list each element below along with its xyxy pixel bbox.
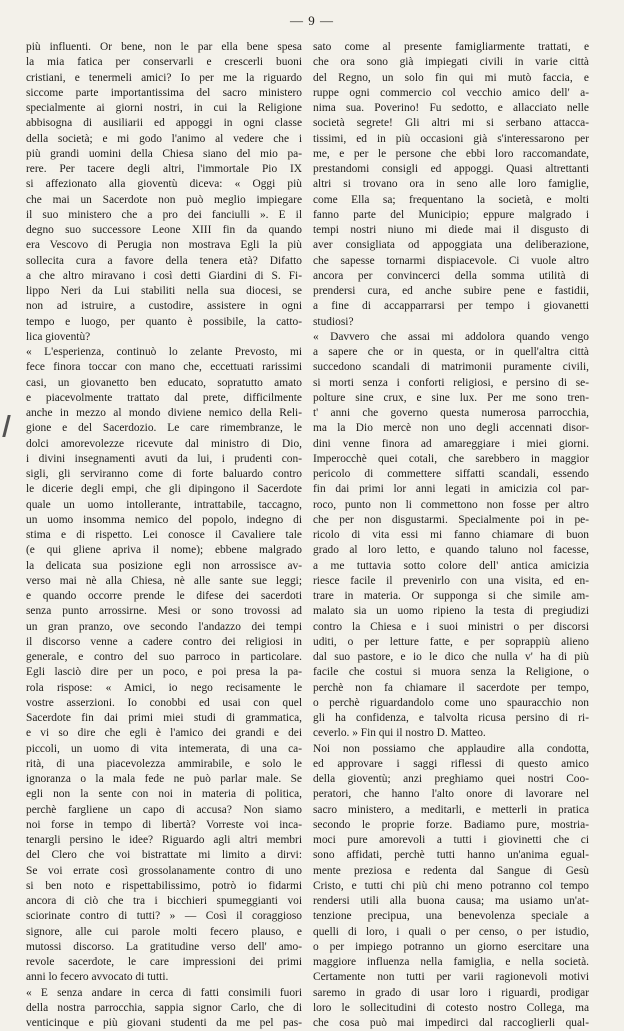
text-line: rità, di una piacevolezza ammirabile, e solo le xyxy=(26,757,302,770)
text-line: Imperocchè quei cotali, che sarebbero in maggior xyxy=(313,452,589,465)
text-line: ancora per convincerci della somma utilità di xyxy=(313,269,589,282)
text-line: secondo le proprie forze. Badiamo pure, mostria- xyxy=(313,818,589,831)
text-line: un uomo insomma nemico del popolo, indegno di xyxy=(26,513,302,526)
text-line: roco, punto non li commettono non fosse per altro xyxy=(313,498,589,511)
text-line: maggiore influenza nella famiglia, e nella società. xyxy=(313,956,589,968)
text-line: tenzione precipua, una benevolenza speciale a xyxy=(313,910,589,923)
text-line: facile che costui si muora senza la Religione, o xyxy=(313,666,589,679)
text-line: contro la Chiesa e i suoi ministri o per discorsi xyxy=(313,620,589,633)
text-line: e piacevolmente trattato dal prete, difficilmente xyxy=(26,391,302,404)
text-line: o per impiego potranno un giorno esercitare una xyxy=(313,940,589,953)
text-line: a fine di accapparrarsi per tempo i giovanetti xyxy=(313,300,589,313)
text-line: gli ha confidenza, e talvolta ricusa persino di ri- xyxy=(313,712,589,724)
text-line: specialmente ai giorni nostri, in cui la Religione xyxy=(26,102,302,114)
margin-ink-mark xyxy=(2,415,20,437)
text-line: del Regno, un solo fin qui mi mutò faccia, e xyxy=(313,71,589,84)
text-line: Noi non possiamo che applaudire alla condotta, xyxy=(313,742,589,755)
text-line: mente preziosa e redenta dal Sangue di Gesù xyxy=(313,864,589,877)
text-line: peratori, che hanno l'alto onore di lavorare nel xyxy=(313,788,589,801)
text-line: tissimi, ed in più occasioni già s'interessarono per xyxy=(313,132,589,145)
text-line: che per non disgustarmi. Specialmente poi in pe- xyxy=(313,513,589,526)
text-line: succedono scandali di matrimonii puramente civili, xyxy=(313,361,589,374)
text-line: nima sua. Poverino! Fu sedotto, e allacciato nelle xyxy=(313,102,589,114)
text-line: Egli lasciò dire per un poco, e poi presa la pa- xyxy=(26,666,302,679)
text-line: « E senza andare in cerca di fatti consimili fuori xyxy=(26,986,302,999)
text-line: che sapesse tornarmi dispiacevole. Ci vuole altro xyxy=(313,254,589,267)
text-line: che ora sono già impiegati civili in varie città xyxy=(313,56,589,69)
text-line: Sacerdote fin dai primi miei studi di grammatica, xyxy=(26,712,302,724)
text-line: il suo ministero che a pro dei fanciulli ». E il xyxy=(26,208,302,221)
text-line: abbisogna di ausiliarii ed appoggi in ogni classe xyxy=(26,117,302,130)
text-line: ed approvare i saggi riflessi di questo amico xyxy=(313,757,589,770)
text-line: Cristo, e tutti chi più chi meno potranno col tempo xyxy=(313,879,589,892)
text-line: ricolo di vita essi mi fanno chiamare di buon xyxy=(313,529,589,541)
text-line: la delicata sua posizione egli non arrossisce av- xyxy=(26,559,302,572)
text-line: mutossi discorso. La gratitudine verso dell' amo- xyxy=(26,940,302,953)
text-line: a che altro miravano i così detti Giardini di S. Fi- xyxy=(26,269,302,282)
text-line: della società; e mi godo l'animo al vedere che i xyxy=(26,132,302,145)
text-line: tenargli persino le idee? Riguardo agli altri membri xyxy=(26,834,302,846)
text-line: sato come al presente famigliarmente trattati, e xyxy=(313,41,589,53)
text-line: fanno parte del Municipio; eppure malgrado i xyxy=(313,208,589,221)
text-line: senza punto arrossirne. Mesi or sono trovossi ad xyxy=(26,605,302,618)
text-line: gione e del Sacerdozio. Le care rimembranze, le xyxy=(26,422,302,435)
text-line: perchè non fa chiamare il sacerdote per tempo, xyxy=(313,681,589,694)
text-line: non ad istruire, a custodire, assistere in ogni xyxy=(26,300,302,313)
text-line: siccome parte importantissima del sacro ministero xyxy=(26,86,302,99)
text-line: anni lo fecero avvocato di tutti. xyxy=(26,971,169,984)
text-line: rere. Per tacere degli altri, l'immortale Pio IX xyxy=(26,163,302,175)
text-line: a me tuttavia sotto colore dell' antica amicizia xyxy=(313,559,589,572)
text-line: che mai un Sacerdote non può meglio impiegare xyxy=(26,193,302,206)
text-line: degno suo successore Leone XIII fin da quando xyxy=(26,224,302,236)
text-line: pericolo di commettere siffatti scandali, essendo xyxy=(313,468,589,480)
text-line: sono affidati, perchè tutti hanno un'anima egual- xyxy=(313,849,589,862)
text-line: prendersi cura, ed anche subire pene e fastidii, xyxy=(313,285,589,297)
text-line: dal suo pastore, e io le dico che nulla v' ha di più xyxy=(313,651,589,663)
text-line: uditi, o per letture fatte, e per soprappiù alieno xyxy=(313,635,589,648)
text-line: perchè fargliene un capo di accusa? Non siamo xyxy=(26,803,302,816)
text-line: sciorinate contro di tutti? » — Così il coraggioso xyxy=(26,910,302,923)
text-line: che cosa può mai impedirci dal raccoglierli qual- xyxy=(313,1017,589,1029)
text-line: rola rispose: « Amici, io nego recisamente le xyxy=(26,681,302,694)
text-line: si morti senza i conforti religiosi, e persino di se- xyxy=(313,376,589,389)
text-line: t' anni che governo questa numerosa parrocchia, xyxy=(313,407,589,419)
text-line: me, e per le persone che ebbi loro raccomandate, xyxy=(313,147,589,160)
text-line: dolci amorevolezze ricevute dal ministro di Dio, xyxy=(26,437,302,450)
text-line: studiosi? xyxy=(313,315,354,328)
text-line: Certamente non tutti per varii ragionevoli motivi xyxy=(313,971,589,984)
text-line: ma la Dio mercè non uno degli accennati disor- xyxy=(313,422,589,435)
text-line: o perchè riguardandolo come uno spauracchio non xyxy=(313,696,589,709)
text-line: come Ella sa; frequentano la società, e molti xyxy=(313,193,589,206)
text-line: dini venne finora ad amareggiare i miei giorni. xyxy=(313,437,589,450)
text-line: casi, un giovanetto ben educato, sopratutto amato xyxy=(26,376,302,389)
text-line: fin dai primi lor anni legati in amicizia col par- xyxy=(313,483,589,496)
text-line: loro le sollecitudini di cotesto nostro Collega, ma xyxy=(313,1001,589,1014)
text-line: del Clero che voi bistrattate mi limito a dirvi: xyxy=(26,849,302,862)
text-line: sigli, gli serviranno come di forte baluardo contro xyxy=(26,468,302,480)
text-line: polture sine crux, e sine lux. Per me sono tren- xyxy=(313,391,589,404)
text-line: più grandi uomini della Chiesa siano del mio pa- xyxy=(26,147,302,160)
text-line: generale, e contro del suo parroco in particolare. xyxy=(26,651,302,663)
text-line: un gran pranzo, ove secondo l'andazzo dei tempi xyxy=(26,620,302,633)
text-line: verso mai nè alla Chiesa, nè alle sante sue leggi; xyxy=(26,574,302,587)
text-line: egli non la sente con noi in materia di politica, xyxy=(26,788,302,801)
text-line: si affezionato alla gioventù diceva: « Oggi più xyxy=(26,178,302,191)
text-line: moci pure amorevoli a tutti i giovinetti che ci xyxy=(313,834,589,846)
text-line: le dicerie degli empi, che gli dipingono il Sacerdote xyxy=(26,483,302,496)
text-line: signore, alle cui parole molti fecero plauso, e xyxy=(26,925,302,938)
text-line: revole sacerdote, le care impressioni dei primi xyxy=(26,956,302,968)
text-line: più influenti. Or bene, non le par ella bene spesa xyxy=(26,41,302,53)
text-line: a sapere che or in questa, or in quell'altra città xyxy=(313,346,589,358)
text-line: (e qui gliene apriva il nome); ebbene malgrado xyxy=(26,544,302,557)
text-line: lippo Neri da Lui stabiliti nella sua diocesi, se xyxy=(26,285,302,297)
text-line: anche in mezzo al mondo diviene nemico della Reli- xyxy=(26,407,302,419)
text-line: trare in materia. Or supponga si che simile am- xyxy=(313,590,589,602)
left-text-column xyxy=(26,40,302,1029)
text-line: stima e di rispetto. Lei conosce il Cavaliere tale xyxy=(26,529,302,541)
text-line: sacro ministero, a meditarli, e metterli in pratica xyxy=(313,803,589,816)
text-line: Se voi errate così grossolanamente contro di uno xyxy=(26,864,302,877)
text-line: cristiani, e tenermeli amici? Io per me la riguardo xyxy=(26,71,302,84)
text-line: « Davvero che assai mi addolora quando vengo xyxy=(313,330,589,343)
text-line: fece finora toccar con mano che, eccettuati rarissimi xyxy=(26,361,302,374)
text-line: rendersi utili alla buona causa; ma usiamo un'at- xyxy=(313,895,589,907)
text-line: vostre asserzioni. Io conobbi ed usai con quel xyxy=(26,696,302,709)
text-line: lica gioventù? xyxy=(26,330,91,343)
text-line: piccoli, un uomo di vita intemerata, di una ca- xyxy=(26,742,302,755)
text-line: sollecita cura a favore della tenera età? Difatto xyxy=(26,254,302,267)
text-line: ignoranza o la mala fede ne può parlar male. Se xyxy=(26,773,302,785)
text-line: società segrete! Gli altri mi si serbano attacca- xyxy=(313,117,589,130)
text-line: e vi so dire che egli è l'amico dei grandi e dei xyxy=(26,727,302,740)
text-line: e quando occorre prende le difese dei sacerdoti xyxy=(26,590,302,602)
text-line: tempi nostri niuno mi diede mai il disgusto di xyxy=(313,224,589,236)
text-line: saremo in grado di usar loro i riguardi, prodigar xyxy=(313,986,589,999)
text-line: della gioventù; anzi preghiamo quei nostri Coo- xyxy=(313,773,589,785)
text-line: venticinque e più giovani studenti da me pel pas- xyxy=(26,1017,302,1029)
text-line: i divini insegnamenti avuti da lui, i prudenti con- xyxy=(26,452,302,465)
text-line: la mia fatica per conservarli e crescerli buoni xyxy=(26,56,302,69)
text-line: malato sia un uomo ripieno la testa di pregiudizi xyxy=(313,605,589,618)
text-line: quelli di loro, i quali o per censo, o per istudio, xyxy=(313,925,589,938)
text-line: si ben noto e rispettabilissimo, potrò io fidarmi xyxy=(26,879,302,892)
text-line: ceverlo. » Fin qui il nostro D. Matteo. xyxy=(313,727,486,740)
text-line: aver consigliata od appoggiata una deliberazione, xyxy=(313,239,589,252)
text-line: grado al loro letto, e quando taluno nol facesse, xyxy=(313,544,589,557)
text-line: « L'esperienza, continuò lo zelante Prevosto, mi xyxy=(26,346,302,358)
text-line: della nostra parrocchia, sappia signor Carlo, che di xyxy=(26,1001,302,1014)
text-line: altri si trovano ora in seno alle loro famiglie, xyxy=(313,178,589,191)
text-line: noi forse in tempo di libertà? Vorreste voi inca- xyxy=(26,818,302,831)
text-line: quale un uomo intollerante, intrattabile, taccagno, xyxy=(26,498,302,511)
text-line: ruppe ogni commercio col vecchio amico dell' a- xyxy=(313,86,589,99)
page-number-header: — 9 — xyxy=(290,13,334,28)
text-line: era Vescovo di Perugia non mostrava Egli la più xyxy=(26,239,302,252)
text-line: ancora di ciò che tra i bicchieri spumeggianti voi xyxy=(26,895,302,907)
text-line: riesce facile il prevenirlo con una visita, ed en- xyxy=(313,574,589,587)
text-line: tempo e luogo, per quanto è possibile, la catto- xyxy=(26,315,302,328)
text-line: prestandomi consigli ed appoggi. Quasi altrettanti xyxy=(313,163,589,175)
right-text-column xyxy=(313,40,589,1029)
text-line: il discorso venne a cadere contro dei religiosi in xyxy=(26,635,302,648)
